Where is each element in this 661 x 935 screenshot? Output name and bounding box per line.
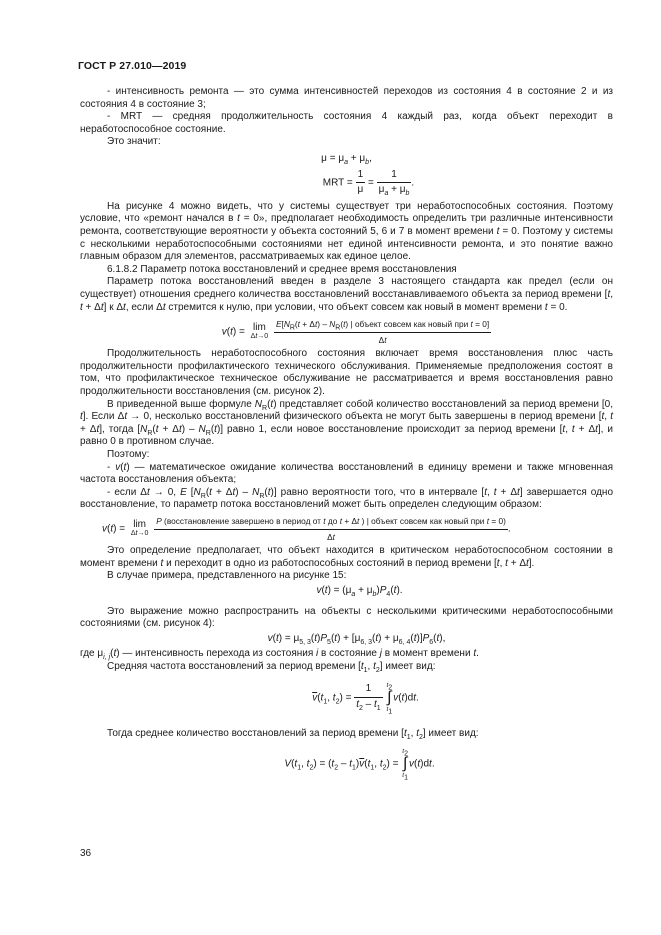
paragraph: Параметр потока восстановлений введен в разделе 3 настоящего стандарта как предел (если он существует) отношения среднего количества восстановлений восстанавливаемого объекта за период времени [t, t + Δt] к Δt, если Δt стремится к нулю, при условии, что объект совсем как новый в момент времени t = 0.	[80, 276, 613, 313]
paragraph: Это выражение можно распространить на объекты с несколькими критическими неработоспособными состояниями (см. рисунок 4):	[80, 605, 613, 630]
formula-nu-limit: v(t) = lim Δt→0 $\frac{E[N_R(t + \Delta t) - N_R(t) | объект совсем как новый при t = 0]}{\Delta t}$	[221, 319, 490, 345]
paragraph: Продолжительность неработоспособного состояния включает время восстановления плюс часть продолжительности профилактического технического обслуживания. Применяемые предположения состоят в том, что профилактическое техническое обслуживание не рассматривается и время восстановления равно продолжительности восстановления (см. рисунок 2).	[80, 348, 613, 398]
paragraph: - MRT — средняя продолжительность состояния 4 каждый раз, когда объект переходит в неработоспособное состояние.	[80, 111, 613, 135]
formula-mu: $\mu = \mu_a + \mu_b$,	[321, 152, 372, 166]
paragraph: - интенсивность ремонта — это сумма интенсивностей переходов из состояния 4 в состояние 2 и из состояния 4 в состояние 3;	[80, 86, 613, 110]
paragraph: Средняя частота восстановлений за период времени [$t_1$, $t_2$] имеет вид:	[107, 660, 436, 674]
formula-nu-probability: v(t) = lim Δt→0 P (восстановление завершено в период от t до t + Δt ) | объект совсем как новый при t = 0) Δt .	[102, 516, 511, 542]
formula-nu-example: $v(t) = (\mu_a + \mu_b)P_4(t)$.	[316, 584, 403, 598]
formula-mean-count: $V(t_1$, $t_2) = (t_2 - t_1)\overline{v}(t_1$, $t_2$) = $t_2$ ∫ $t_1$ v(t)dt.	[284, 748, 435, 782]
document-header: ГОСТ Р 27.010—2019	[78, 60, 187, 72]
paragraph: Тогда среднее количество восстановлений за период времени [$t_1$, $t_2$] имеет вид:	[107, 727, 479, 741]
paragraph: - v(t) — математическое ожидание количества восстановлений в единицу времени и также мгновенная частота восстановления объекта;	[80, 461, 613, 486]
paragraph: В случае примера, представленного на рисунке 15:	[107, 570, 347, 582]
page-number: 36	[80, 848, 92, 859]
paragraph: где $\mu_{i, j}(t)$ — интенсивность перехода из состояния i в состояние j в момент времени t.	[80, 648, 479, 662]
formula-mrt: MRT = $\frac{1}{\mu}$ = $\frac{1}{\mu_a + \mu_b}$ .	[322, 168, 415, 198]
formula-nu-multi: $v(t) = \mu_{5, 3}(t)P_5(t) + [\mu_{6, 3}(t) + \mu_{6, 4}(t)]P_6(t)$,	[267, 632, 446, 646]
paragraph: Это значит:	[107, 136, 161, 148]
paragraph: Поэтому:	[107, 449, 150, 461]
paragraph: На рисунке 4 можно видеть, что у системы существует три неработоспособных состояния. Поэтому условие, что «ремонт начался в t = 0», предполагает необходимость определить три различные интенсивности ремонта, соответствующие вероятности у объекта состояний 5, 6 и 7 в момент времени t = 0. Поэтому у системы с несколькими неработоспособными состояниями нет единой интенсивности ремонта, и это понятие важно главным образом для элементов, рассматриваемых как единое целое.	[80, 200, 613, 263]
document-body	[80, 86, 613, 780]
paragraph: - если Δt → 0, E $[N_R(t + \Delta t) - N_R(t)]$ равно вероятности того, что в интервале [t, t + Δt] завершается одно восстановление, то параметр потока восстановлений может быть определен следующим образом:	[80, 486, 614, 511]
section-heading: 6.1.8.2 Параметр потока восстановлений и среднее время восстановления	[107, 263, 457, 275]
paragraph: Это определение предполагает, что объект находится в критическом неработоспособном состоянии в момент времени t и переходит в одно из работоспособных состояний в период времени [t, t + Δt].	[80, 545, 613, 569]
formula-mean-frequency: $\overline{v}(t_1$, $t_2$) = $\frac{1}{t_2 - t_1}$ $t_2$ ∫ $t_1$ v(t)dt.	[312, 681, 419, 715]
paragraph: В приведенной выше формуле $N_R(t)$ представляет собой количество восстановлений за период времени [0, t]. Если Δt → 0, несколько восстановлений физического объекта не могут быть завершены в период времени [t, t + Δt], тогда $[N_R(t + \Delta t) - N_R(t)]$ равно 1, если новое восстановление происходит за период времени [t, t + Δt], и равно 0 в противном случае.	[80, 398, 614, 448]
